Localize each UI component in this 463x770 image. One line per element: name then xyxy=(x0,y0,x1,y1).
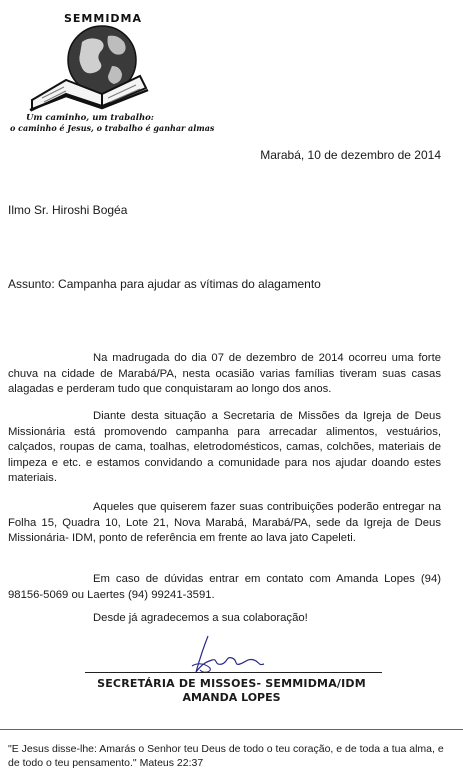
letter-subject: Assunto: Campanha para ajudar as vítimas do alagamento xyxy=(8,277,321,291)
body-paragraph: Diante desta situação a Secretaria de Missões da Igreja de Deus Missionária está promovendo campanha para arrecadar alimentos, vestuários, calçados, roupas de cama, toalhas, eletrodomésticos, camas, colchões, materiais de limpeza e etc. e estamos convidando a comunidade para nos ajudar doando estes materiais. xyxy=(8,410,441,485)
logo-org-name: SEMMIDMA xyxy=(64,12,143,25)
closing-line: Desde já agradecemos a sua colaboração! xyxy=(93,612,308,624)
letterhead-logo xyxy=(4,2,215,134)
motto-line-2: o caminho é Jesus, o trabalho é ganhar almas xyxy=(10,123,215,133)
body-paragraph: Em caso de dúvidas entrar em contato com Amanda Lopes (94) 98156-5069 ou Laertes (94) 99241-3591. xyxy=(8,573,441,601)
handwritten-signature xyxy=(178,634,268,681)
footer-bible-quote: "E Jesus disse-lhe: Amarás o Senhor teu Deus de todo o teu coração, e de toda a tua alma, e de todo o teu pensamento." Mateus 22:37 xyxy=(8,743,444,769)
footer-divider xyxy=(0,729,463,730)
letter-date: Marabá, 10 de dezembro de 2014 xyxy=(260,148,441,162)
body-paragraph: Na madrugada do dia 07 de dezembro de 2014 ocorreu uma forte chuva na cidade de Marabá/PA, nesta ocasião varias famílias tiveram suas casas alagadas e perderam tudo que conquistaram ao longo dos anos. xyxy=(8,352,441,396)
signature-organization: SECRETÁRIA DE MISSOES- SEMMIDMA/IDM xyxy=(97,677,366,690)
letter-recipient: Ilmo Sr. Hiroshi Bogéa xyxy=(8,203,128,217)
signature-line xyxy=(85,672,382,673)
signer-name: AMANDA LOPES xyxy=(182,691,281,704)
motto-line-1: Um caminho, um trabalho: xyxy=(26,113,154,123)
body-paragraph: Aqueles que quiserem fazer suas contribuições poderão entregar na Folha 15, Quadra 10, Lote 21, Nova Marabá, Marabá/PA, sede da Igreja de Deus Missionária- IDM, ponto de referência em frente ao lava jato Capeleti. xyxy=(8,501,441,545)
